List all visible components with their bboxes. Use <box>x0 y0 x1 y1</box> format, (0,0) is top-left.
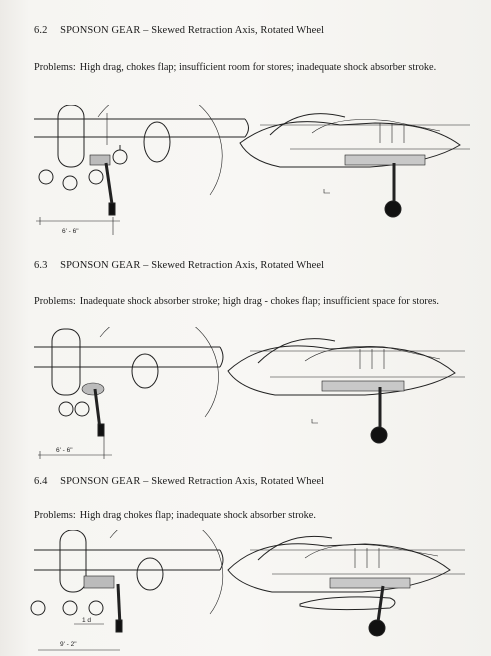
title-dash: – <box>143 25 149 36</box>
section-subtitle: Skewed Retraction Axis, Rotated Wheel <box>151 476 325 487</box>
section-number: 6.3 <box>34 260 48 271</box>
problems-paragraph <box>34 506 474 525</box>
problems-text: High drag, chokes flap; insufficient room for stores; inadequate shock absorber stroke. <box>79 62 437 73</box>
problems-text: High drag chokes flap; inadequate shock absorber stroke. <box>79 510 316 521</box>
section-number: 6.2 <box>34 25 48 36</box>
front-view <box>31 530 223 650</box>
section-subtitle: Skewed Retraction Axis, Rotated Wheel <box>151 260 325 271</box>
title-dash: – <box>143 260 149 271</box>
front-view <box>34 105 249 235</box>
problems-paragraph <box>34 292 474 311</box>
dimension-small-label: 1 d <box>82 617 92 624</box>
landing-gear-diagram <box>0 530 491 654</box>
side-view <box>228 536 465 636</box>
section-heading <box>34 476 324 487</box>
section-number: 6.4 <box>34 476 48 487</box>
side-view <box>228 339 465 443</box>
problems-label: Problems: <box>34 296 76 307</box>
section-heading <box>34 260 324 271</box>
problems-label: Problems: <box>34 62 76 73</box>
dimension-label: 6' - 6" <box>62 228 79 235</box>
problems-label: Problems: <box>34 510 76 521</box>
section-title: SPONSON GEAR <box>60 25 141 36</box>
title-dash: – <box>143 476 149 487</box>
side-view <box>240 114 470 217</box>
front-view <box>34 327 223 459</box>
problems-paragraph <box>34 58 474 77</box>
section-title: SPONSON GEAR <box>60 260 141 271</box>
landing-gear-diagram <box>0 327 491 467</box>
problems-text: Inadequate shock absorber stroke; high drag - chokes flap; insufficient space for stores. <box>79 296 439 307</box>
dimension-label: 9' - 2" <box>60 641 77 648</box>
landing-gear-diagram <box>0 105 491 260</box>
dimension-label: 6' - 6" <box>56 447 73 454</box>
section-subtitle: Skewed Retraction Axis, Rotated Wheel <box>151 25 325 36</box>
section-title: SPONSON GEAR <box>60 476 141 487</box>
section-heading <box>34 25 324 36</box>
